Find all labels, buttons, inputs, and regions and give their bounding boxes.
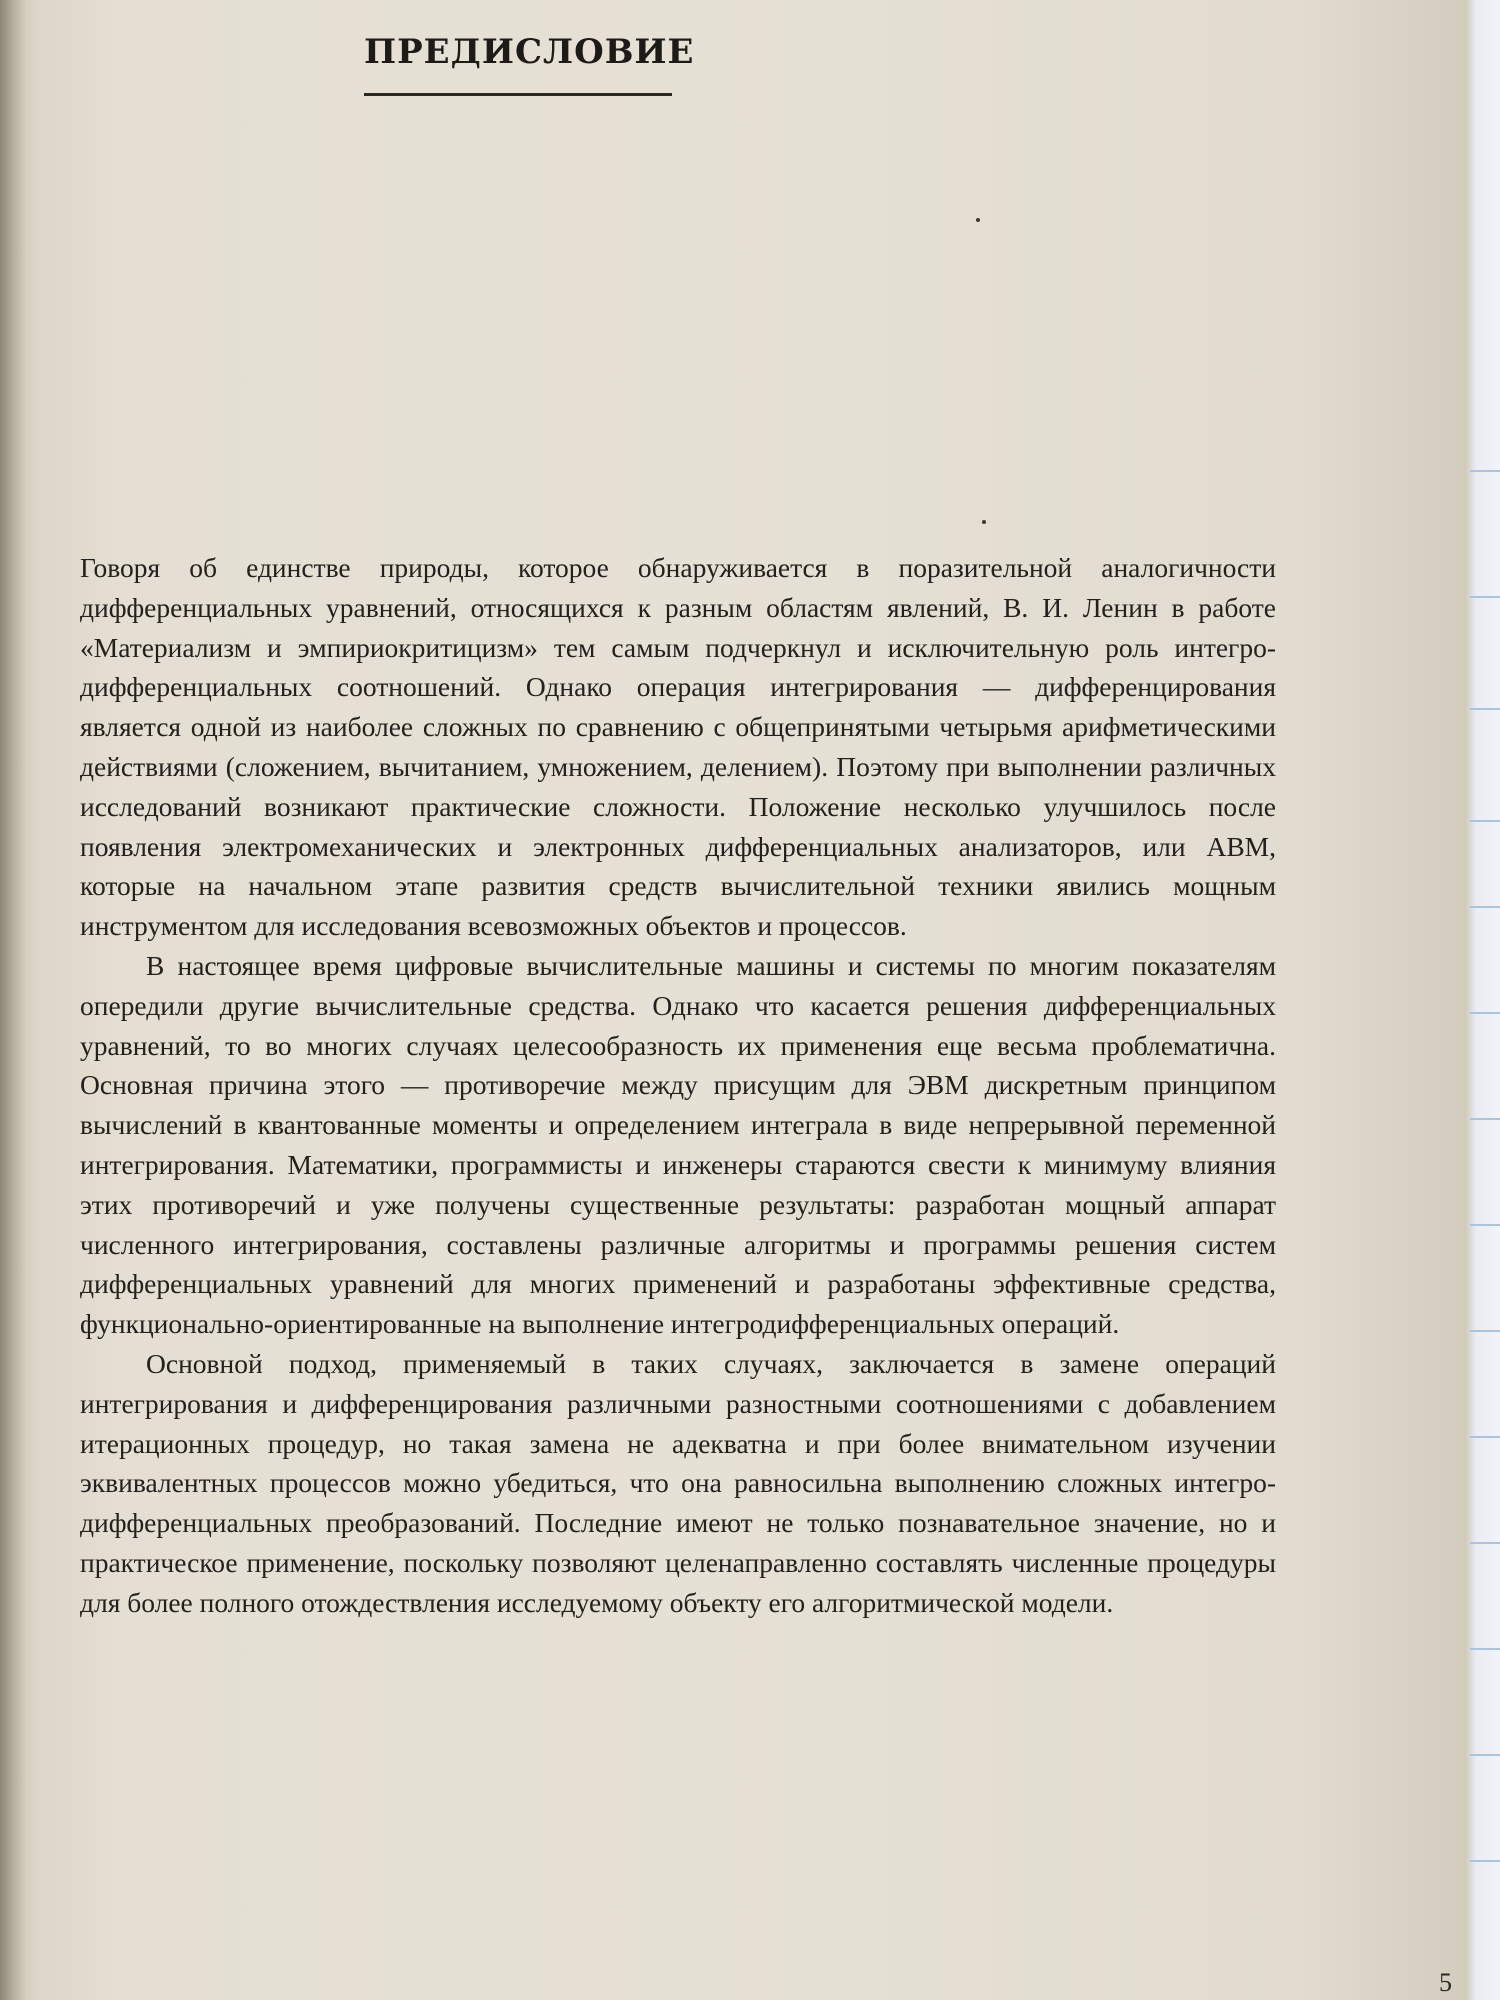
paragraph-2: В настоящее время цифровые вычислительные машины и системы по многим показателям опередили другие вычислительные средства. Однако что касается решения дифференциальных уравнений, то во многих случаях целесообразность их применения еще весьма проблематична. Основная причина этого — противоречие между присущим для ЭВМ дискретным принципом вычислений в квантованные моменты и определением интеграла в виде непрерывной переменной интегрирования. Математики, программисты и инженеры стараются свести к минимуму влияния этих противоречий и уже получены существенные результаты: разработан мощный аппарат численного интегрирования, составлены различные алгоритмы и программы решения систем дифференциальных уравнений для многих применений и разработаны эффективные средства, функционально-ориентированные на выполнение интегродифференциальных операций. — [80, 949, 1276, 1340]
title-underline — [364, 93, 672, 96]
paper-speck — [982, 520, 986, 524]
paragraph-1: Говоря об единстве природы, которое обнаруживается в поразительной аналогичности дифференциальных уравнений, относящихся к разным областям явлений, В. И. Ленин в работе «Материализм и эмпириокритицизм» тем самым подчеркнул и исключительную роль интегро-дифференциальных соотношений. Однако операция интегрирования — дифференцирования является одной из наиболее сложных по сравнению с общепринятыми четырьмя арифметическими действиями (сложением, вычитанием, умножением, делением). Поэтому при выполнении различных исследований возникают практические сложности. Положение несколько улучшилось после появления электромеханических и электронных дифференциальных анализаторов, или АВМ, которые на начальном этапе развития средств вычислительной техники явились мощным инструментом для исследования всевозможных объектов и процессов. — [80, 552, 1276, 942]
grid-line — [1470, 820, 1500, 822]
grid-line — [1470, 1330, 1500, 1332]
grid-line — [1470, 1648, 1500, 1650]
grid-line — [1470, 470, 1500, 472]
grid-line — [1470, 1224, 1500, 1226]
paper-speck — [976, 218, 980, 222]
grid-line — [1470, 1542, 1500, 1544]
grid-line — [1470, 906, 1500, 908]
grid-line — [1470, 1860, 1500, 1862]
graph-paper-edge — [1466, 0, 1500, 2000]
grid-line — [1470, 708, 1500, 710]
spine-shadow — [0, 0, 26, 2000]
grid-line — [1470, 1012, 1500, 1014]
grid-line — [1470, 1436, 1500, 1438]
grid-line — [1470, 1754, 1500, 1756]
body-text — [80, 548, 1276, 1623]
grid-line — [1470, 596, 1500, 598]
page-number: 5 — [1439, 1968, 1452, 1997]
grid-line — [1470, 1118, 1500, 1120]
paragraph-3: Основной подход, применяемый в таких случаях, заключается в замене операций интегрирования и дифференцирования различными разностными соотношениями с добавлением итерационных процедур, но такая замена не адекватна и при более внимательном изучении эквивалентных процессов можно убедиться, что она равносильна выполнению сложных интегро-дифференциальных преобразований. Последние имеют не только познавательное значение, но и практическое применение, поскольку позволяют целенаправленно составлять численные процедуры для более полного отождествления исследуемому объекту его алгоритмической модели. — [80, 1347, 1276, 1618]
page-title: ПРЕДИСЛОВИЕ — [364, 32, 695, 72]
